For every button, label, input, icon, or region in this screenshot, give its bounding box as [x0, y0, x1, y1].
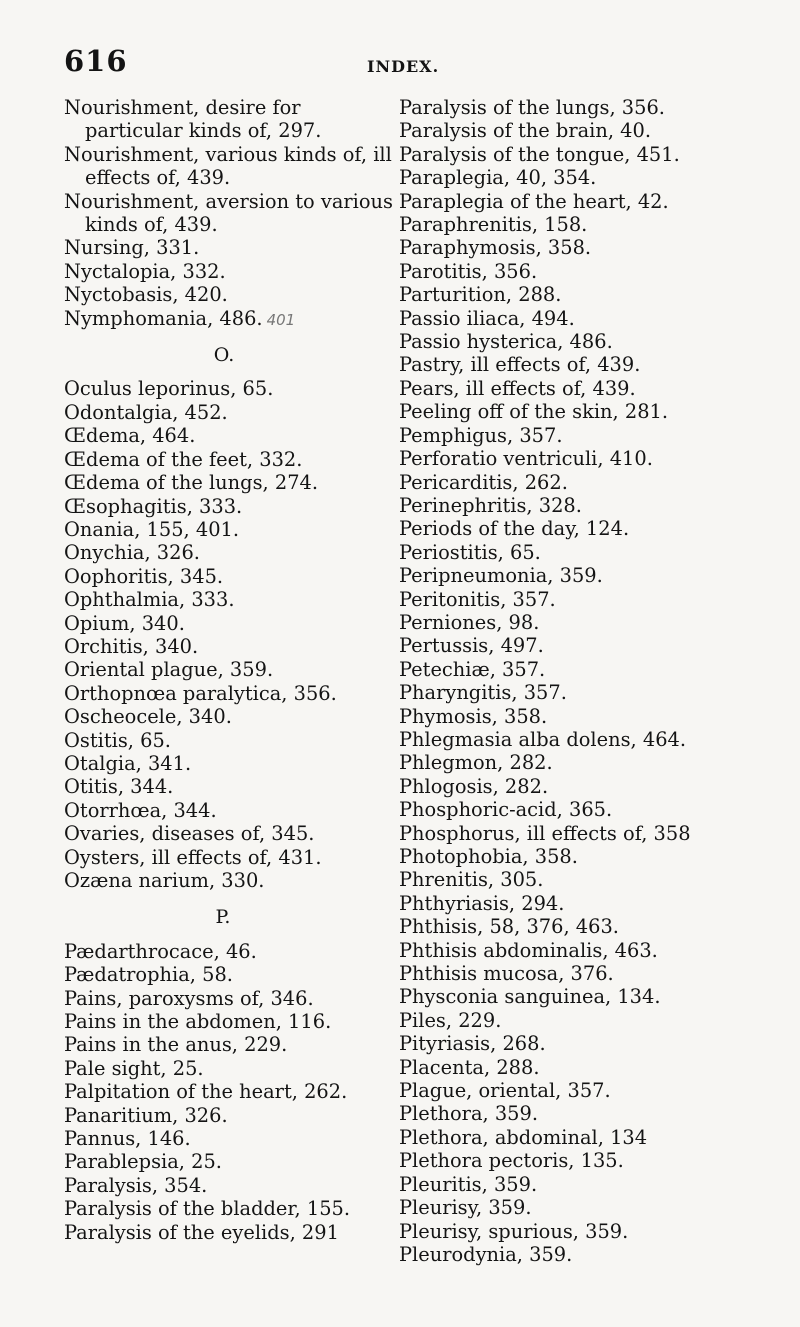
- index-entry: Parturition, 288.: [399, 283, 562, 307]
- index-entry: Phrenitis, 305.: [399, 868, 544, 892]
- running-head: INDEX.: [367, 57, 440, 76]
- index-entry: Pale sight, 25.: [64, 1056, 204, 1080]
- index-entry: Otitis, 344.: [64, 775, 174, 799]
- index-entry: Pastry, ill effects of, 439.: [399, 353, 641, 377]
- index-entry: Pannus, 146.: [64, 1127, 191, 1151]
- index-entry: Œdema, 464.: [64, 424, 196, 448]
- index-entry: Odontalgia, 452.: [64, 400, 228, 424]
- index-entry: Parablepsia, 25.: [64, 1150, 222, 1174]
- index-entry: Ophthalmia, 333.: [64, 588, 235, 612]
- index-entry: Nourishment, aversion to various kinds of, 439.: [64, 189, 393, 237]
- index-entry: Phymosis, 358.: [399, 704, 548, 728]
- index-entry: Paralysis of the tongue, 451.: [399, 142, 680, 166]
- index-entry: Piles, 229.: [399, 1008, 502, 1032]
- index-entry: Nourishment, desire for particular kinds of, 297.: [64, 96, 322, 143]
- index-entry: Pains in the abdomen, 116.: [64, 1010, 332, 1034]
- index-entry: Passio hysterica, 486.: [399, 330, 613, 354]
- index-entry: Pertussis, 497.: [399, 634, 544, 658]
- index-entry: Oriental plague, 359.: [64, 658, 274, 682]
- page-number: 616: [64, 44, 128, 78]
- index-entry: Paraphrenitis, 158.: [399, 213, 588, 237]
- index-entry: Pains in the anus, 229.: [64, 1033, 288, 1057]
- index-entry: Orchitis, 340.: [64, 634, 199, 658]
- index-entry: Paraplegia, 40, 354.: [399, 166, 597, 190]
- index-entry: Ostitis, 65.: [64, 728, 171, 752]
- index-column-left: [64, 96, 394, 1244]
- index-entry: Paralysis of the brain, 40.: [399, 119, 652, 143]
- index-entry: Parotitis, 356.: [399, 259, 538, 283]
- index-entry: Placenta, 288.: [399, 1055, 540, 1079]
- index-entry: Plague, oriental, 357.: [399, 1079, 611, 1103]
- handwritten-annotation: 401: [266, 310, 296, 329]
- index-group-p: [64, 940, 394, 1244]
- index-entry: Onania, 155, 401.: [64, 517, 240, 541]
- index-entry: Pleurisy, 359.: [399, 1196, 532, 1220]
- index-entry: Nymphomania, 486. 401: [64, 306, 296, 330]
- index-entry: Œdema of the lungs, 274.: [64, 471, 319, 495]
- index-entry: Paraplegia of the heart, 42.: [399, 189, 669, 213]
- index-entry: Paralysis, 354.: [64, 1173, 208, 1197]
- index-entry: Nursing, 331.: [64, 236, 200, 260]
- page-header: [64, 44, 760, 84]
- index-entry: Pleurodynia, 359.: [399, 1242, 573, 1266]
- index-entry: Oscheocele, 340.: [64, 705, 232, 729]
- index-entry: Ozæna narium, 330.: [64, 869, 265, 892]
- index-entry: Nourishment, various kinds of, ill effects of, 439.: [64, 142, 392, 190]
- index-entry: Perforatio ventriculi, 410.: [399, 447, 653, 471]
- index-entry: Photophobia, 358.: [399, 845, 578, 868]
- index-entry: Plethora, 359.: [399, 1102, 539, 1126]
- index-entry: Phthisis abdominalis, 463.: [399, 938, 658, 962]
- index-entry: Pains, paroxysms of, 346.: [64, 986, 314, 1010]
- index-entry: Periostitis, 65.: [399, 540, 541, 564]
- index-entry: Paralysis of the bladder, 155.: [64, 1197, 351, 1221]
- index-entry: Pemphigus, 357.: [399, 423, 563, 447]
- index-entry: Palpitation of the heart, 262.: [64, 1080, 348, 1104]
- section-letter-p: P.: [215, 906, 231, 929]
- index-entry: Phlegmasia alba dolens, 464.: [399, 727, 687, 751]
- index-entry: Oophoritis, 345.: [64, 564, 224, 588]
- index-entry: Pleuritis, 359.: [399, 1172, 538, 1196]
- index-entry: Phlegmon, 282.: [399, 751, 553, 775]
- index-entry: Otorrhœa, 344.: [64, 798, 217, 822]
- index-entry: Otalgia, 341.: [64, 751, 192, 775]
- index-entry: Peeling off of the skin, 281.: [399, 400, 669, 424]
- index-entry: Paralysis of the lungs, 356.: [399, 96, 665, 119]
- index-entry: Nyctobasis, 420.: [64, 283, 228, 307]
- index-entry: Paraphymosis, 358.: [399, 236, 592, 260]
- index-entry: Onychia, 326.: [64, 541, 200, 565]
- index-entry: Passio iliaca, 494.: [399, 306, 575, 330]
- index-entry: Phthisis, 58, 376, 463.: [399, 915, 619, 939]
- index-entry: Phthisis mucosa, 376.: [399, 962, 614, 986]
- index-entry: Nyctalopia, 332.: [64, 259, 226, 283]
- index-entry: Paralysis of the eyelids, 291: [64, 1220, 339, 1244]
- index-entry: Plethora, abdominal, 134: [399, 1125, 648, 1149]
- index-entry: Oculus leporinus, 65.: [64, 377, 274, 401]
- index-entry: Pityriasis, 268.: [399, 1032, 546, 1056]
- index-entry: Perinephritis, 328.: [399, 493, 582, 517]
- index-entry: Phlogosis, 282.: [399, 774, 549, 798]
- index-entry: Panaritium, 326.: [64, 1103, 228, 1127]
- index-group-o: [64, 377, 394, 892]
- index-entry: Petechiæ, 357.: [399, 657, 546, 681]
- index-entry: Orthopnœa paralytica, 356.: [64, 681, 337, 705]
- index-entry: Peripneumonia, 359.: [399, 564, 603, 588]
- index-entry: Oysters, ill effects of, 431.: [64, 845, 322, 869]
- index-entry: Pleurisy, spurious, 359.: [399, 1219, 629, 1243]
- index-column-right: [399, 96, 799, 1266]
- index-entry: Perniones, 98.: [399, 610, 540, 634]
- index-entry: Physconia sanguinea, 134.: [399, 985, 661, 1009]
- index-entry: Opium, 340.: [64, 611, 185, 635]
- section-letter-o: O.: [213, 344, 235, 367]
- index-entry: Œdema of the feet, 332.: [64, 447, 303, 471]
- index-entry: Pædatrophia, 58.: [64, 963, 233, 987]
- index-entry: Pericarditis, 262.: [399, 470, 568, 494]
- index-group-n: [64, 96, 394, 332]
- index-entry: Ovaries, diseases of, 345.: [64, 822, 315, 846]
- index-entry: Peritonitis, 357.: [399, 587, 556, 611]
- index-entry: Œsophagitis, 333.: [64, 494, 243, 518]
- index-entry: Phosphoric-acid, 365.: [399, 798, 613, 822]
- index-entry: Plethora pectoris, 135.: [399, 1149, 624, 1173]
- index-entry: Pharyngitis, 357.: [399, 681, 567, 705]
- index-entry: Phthyriasis, 294.: [399, 891, 565, 915]
- index-entry: Periods of the day, 124.: [399, 517, 630, 541]
- index-group-right: [399, 96, 799, 1266]
- index-entry: Phosphorus, ill effects of, 358: [399, 821, 691, 845]
- index-entry: Pears, ill effects of, 439.: [399, 376, 636, 400]
- index-entry: Pædarthrocace, 46.: [64, 939, 257, 963]
